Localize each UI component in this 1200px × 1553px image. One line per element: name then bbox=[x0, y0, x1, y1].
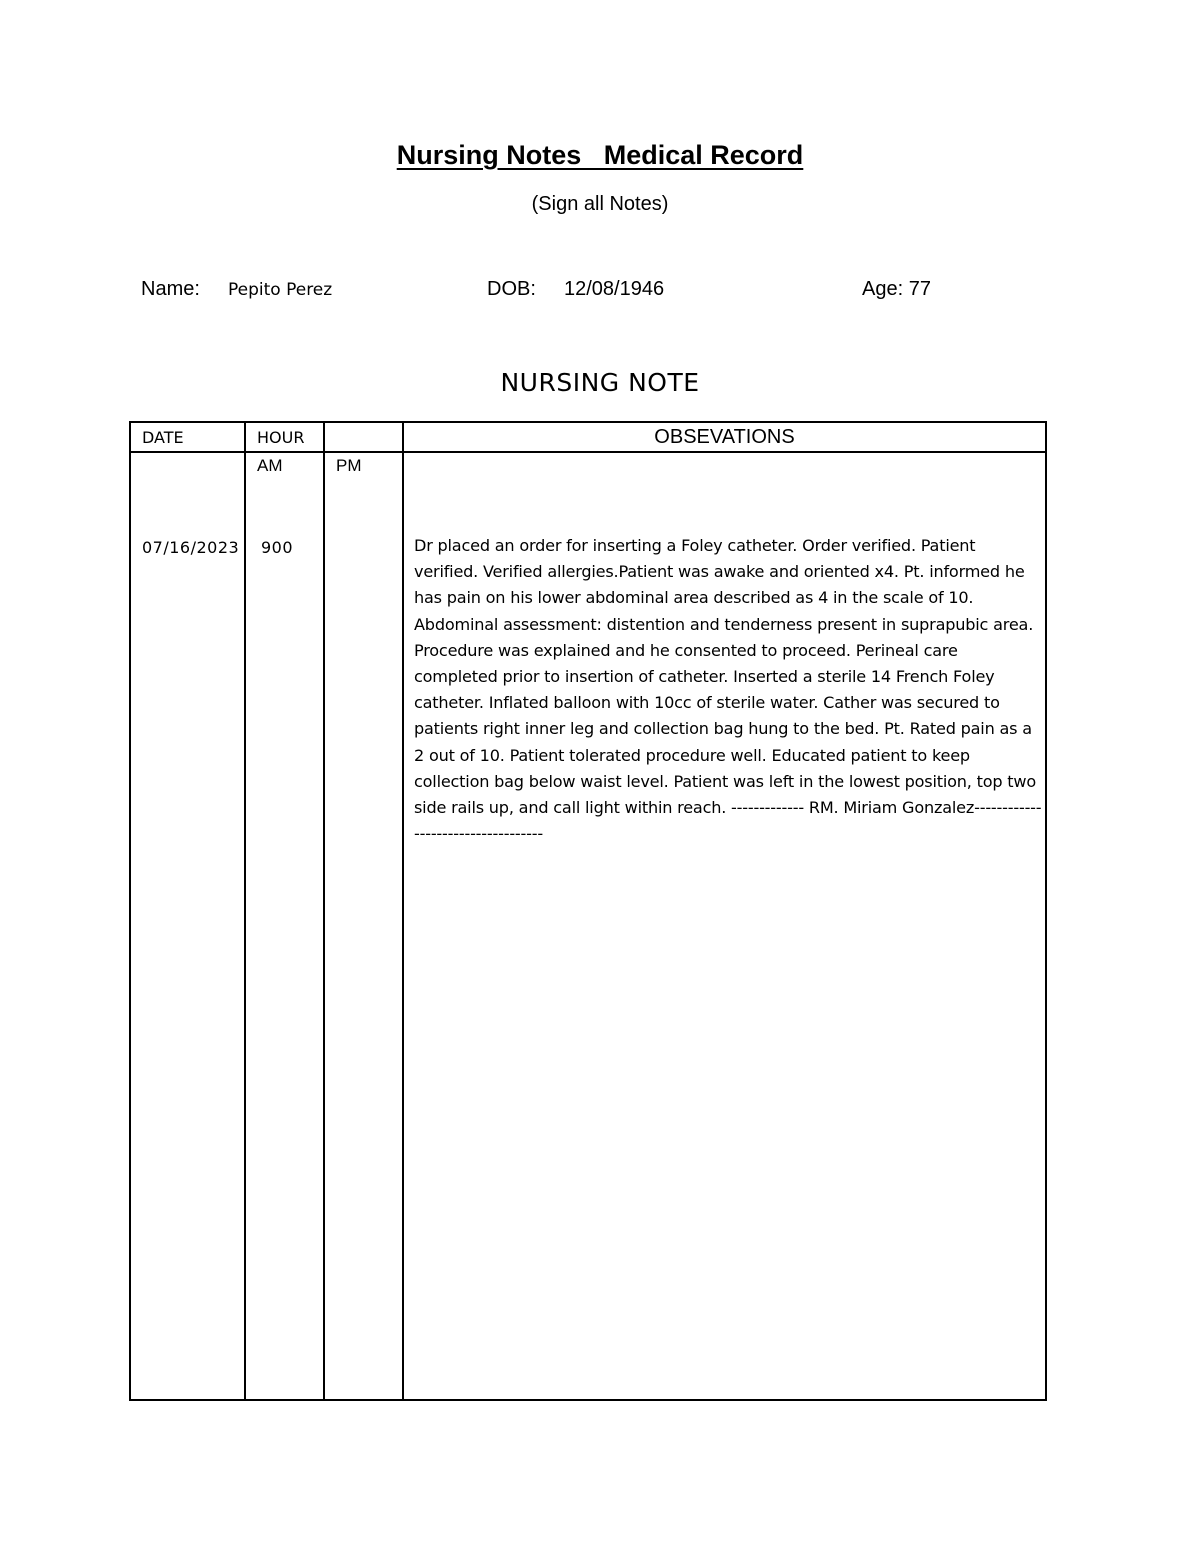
header-date: DATE bbox=[142, 428, 184, 447]
header-divider bbox=[131, 451, 1045, 453]
document-title: Nursing Notes Medical Record bbox=[396, 140, 804, 170]
subheader-pm: PM bbox=[336, 456, 362, 475]
entry-observation: Dr placed an order for inserting a Foley catheter. Order verified. Patient verified. Verified allergies.Patient was awake and oriented x4. Pt. informed he has pain on his lower abdominal area described as 4 in the scale of 10. Abdominal assessment: distention and tenderness present in suprapubic area. Procedure was explained and he consented to proceed. Perineal care completed prior to insertion of catheter. Inserted a sterile 14 French Foley catheter. Inflated balloon with 10cc of sterile water. Cather was secured to patients right inner leg and collection bag hung to the bed. Pt. Rated pain as a 2 out of 10. Patient tolerated procedure well. Educated patient to keep collection bag below waist level. Patient was left in the lowest position, top two side rails up, and call light within reach. ------------- RM. Miriam Gonzalez----------------------------------- bbox=[414, 536, 1042, 844]
column-divider bbox=[244, 423, 246, 1399]
entry-am-hour: 900 bbox=[261, 538, 294, 557]
column-divider bbox=[402, 423, 404, 1399]
subheader-am: AM bbox=[257, 456, 283, 475]
column-divider bbox=[323, 423, 325, 1399]
patient-name-value: Pepito Perez bbox=[228, 280, 333, 300]
header-hour: HOUR bbox=[257, 428, 305, 447]
document-subtitle: (Sign all Notes) bbox=[531, 193, 669, 215]
entry-date: 07/16/2023 bbox=[142, 538, 240, 557]
patient-dob-label: DOB: bbox=[487, 278, 536, 300]
patient-age: Age: 77 bbox=[862, 278, 931, 300]
section-title: NURSING NOTE bbox=[500, 368, 700, 397]
nursing-note-table bbox=[129, 421, 1047, 1401]
patient-name-label: Name: bbox=[141, 278, 200, 300]
patient-dob-value: 12/08/1946 bbox=[564, 278, 665, 300]
header-observations: OBSEVATIONS bbox=[654, 426, 795, 448]
